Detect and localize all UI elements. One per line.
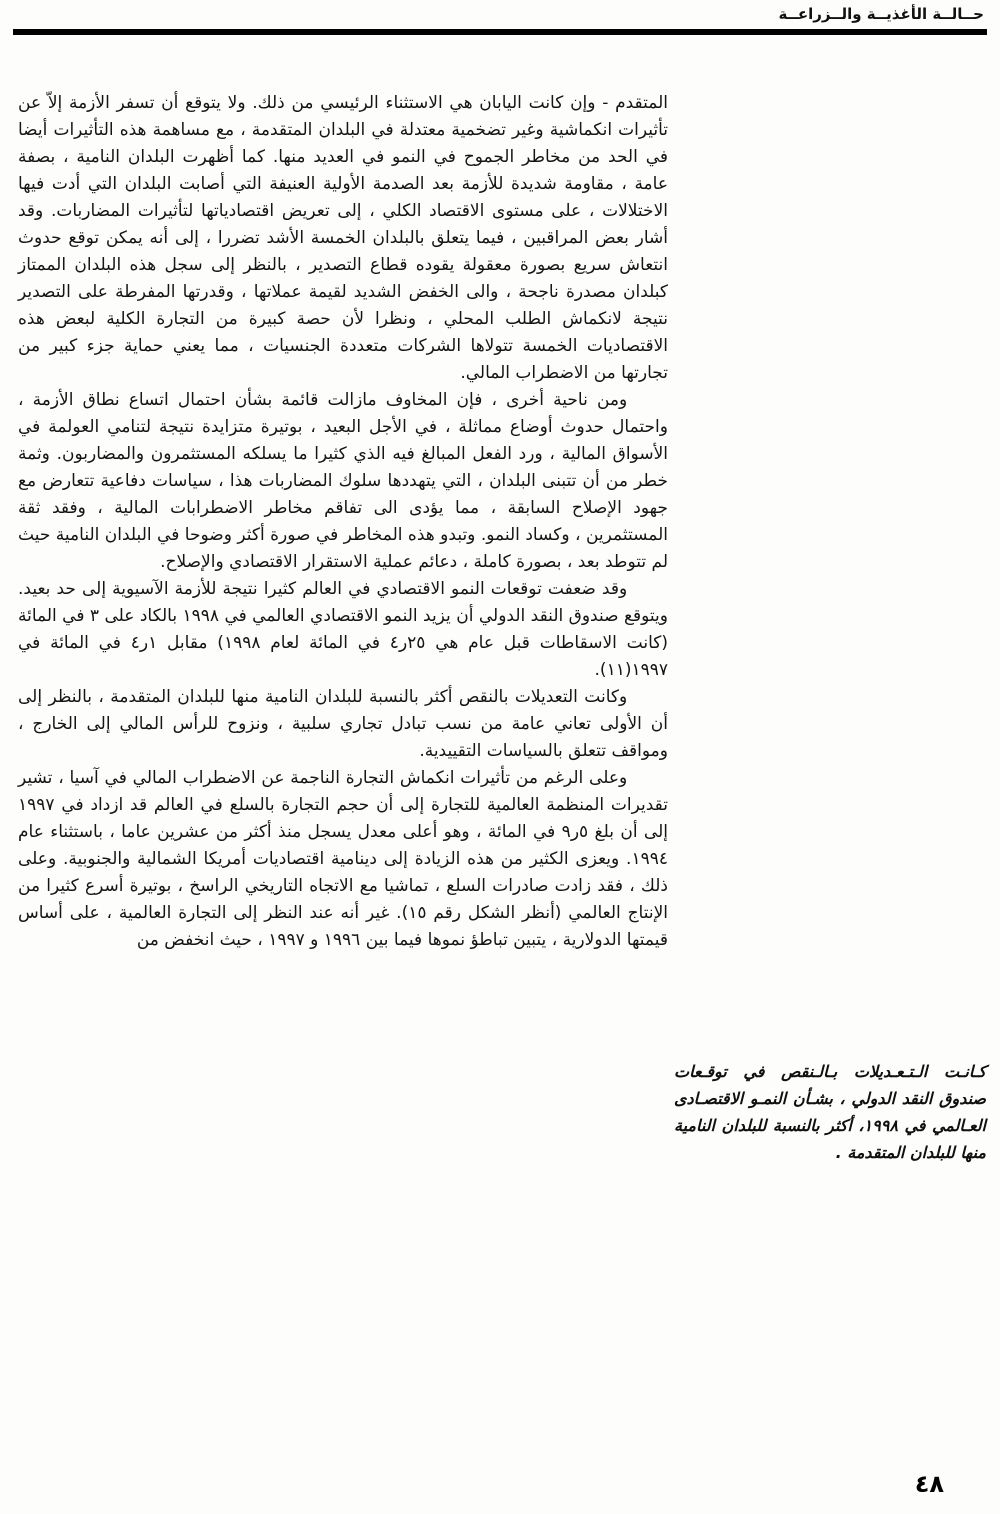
header-rule: [13, 29, 987, 35]
paragraph: وقد ضعفت توقعات النمو الاقتصادي في العالم كثيرا نتيجة للأزمة الآسيوية إلى حد بعيد. ويتوقع صندوق النقد الدولي أن يزيد النمو الاقتصادي العالمي في ١٩٩٨ بالكاد على ٣ في المائة (كانت الاسقاطات قبل عام هي ٢٥ر٤ في المائة لعام ١٩٩٨) مقابل ١ر٤ في المائة في ١٩٩٧(١١).: [18, 579, 668, 680]
margin-note: كـانـت الـتـعـديلات بـالـنقص في توقـعات صندوق النقد الدولي ، بشـأن النمـو الاقتصـادى العـالمي في ١٩٩٨، أكثر بالنسبة للبلدان النامية منها للبلدان المتقدمة .: [674, 1062, 986, 1162]
paragraph: ومن ناحية أخرى ، فإن المخاوف مازالت قائمة بشأن احتمال اتساع نطاق الأزمة ، واحتمال حدوث أوضاع مماثلة ، في الأجل البعيد ، بوتيرة متزايدة نتيجة لتنامي العولمة في الأسواق المالية ، ورد الفعل المبالغ فيه الذي كثيرا ما يسلكه المستثمرون والمضاربون. وثمة خطر من أن تتبنى البلدان ، التي يتهددها سلوك المضاربات هذا ، سياسات دفاعية تتعارض مع جهود الإصلاح السابقة ، مما يؤدى الى تفاقم مخاطر الاضطرابات المالية ، وفقد ثقة المستثمرين ، وكساد النمو. وتبدو هذه المخاطر في صورة أكثر وضوحا في البلدان النامية حيث لم تتوطد بعد ، بصورة كاملة ، دعائم عملية الاستقرار الاقتصادي والإصلاح.: [18, 390, 668, 572]
paragraph: وكانت التعديلات بالنقص أكثر بالنسبة للبلدان النامية منها للبلدان المتقدمة ، بالنظر إلى أن الأولى تعاني عامة من نسب تبادل تجاري سلبية ، ونزوح للرأس المالي إلى الخارج ، ومواقف تتعلق بالسياسات التقييدية.: [18, 687, 668, 761]
page-number: ٤٨: [914, 1470, 944, 1498]
paragraph: المتقدم - وإن كانت اليابان هي الاستثناء الرئيسي من ذلك. ولا يتوقع أن تسفر الأزمة إلاّ عن تأثيرات انكماشية وغير تضخمية معتدلة في البلدان المتقدمة ، مع مساهمة هذه التأثيرات أيضا في الحد من مخاطر الجموح في النمو في العديد منها. كما أظهرت البلدان النامية ، بصفة عامة ، مقاومة شديدة للأزمة بعد الصدمة الأولية العنيفة التي أصابت البلدان التي أدت فيها الاختلالات ، على مستوى الاقتصاد الكلي ، إلى تعريض اقتصادياتها لتأثيرات المضاربات. وقد أشار بعض المراقبين ، فيما يتعلق بالبلدان الخمسة الأشد تضررا ، إلى أنه يمكن توقع حدوث انتعاش سريع بصورة معقولة يقوده قطاع التصدير ، بالنظر إلى سجل هذه البلدان الممتاز كبلدان مصدرة ناجحة ، والى الخفض الشديد لقيمة عملاتها ، وقدرتها المفرطة على التصدير نتيجة لانكماش الطلب المحلي ، ونظرا لأن حصة كبيرة من التجارة الكلية لبعض هذه الاقتصاديات الخمسة تتولاها الشركات متعددة الجنسيات ، مما يعني حماية جزء كبير من تجارتها من الاضطراب المالي.: [18, 93, 668, 383]
main-text-column: [18, 90, 668, 954]
page-header-title: حــالــة الأغذيــة والــزراعــة: [778, 5, 984, 23]
paragraph: وعلى الرغم من تأثيرات انكماش التجارة الناجمة عن الاضطراب المالي في آسيا ، تشير تقديرات المنظمة العالمية للتجارة إلى أن حجم التجارة بالسلع في العالم قد ازداد في ١٩٩٧ إلى أن بلغ ٥ر٩ في المائة ، وهو أعلى معدل يسجل منذ أكثر من عشرين عاما ، باستثناء عام ١٩٩٤. ويعزى الكثير من هذه الزيادة إلى دينامية اقتصاديات أمريكا الشمالية والجنوبية. وعلى ذلك ، فقد زادت صادرات السلع ، تماشيا مع الاتجاه التاريخي الراسخ ، بوتيرة أسرع كثيرا من الإنتاج العالمي (أنظر الشكل رقم ١٥). غير أنه عند النظر إلى التجارة العالمية ، على أساس قيمتها الدولارية ، يتبين تباطؤ نموها فيما بين ١٩٩٦ و ١٩٩٧ ، حيث انخفض من: [18, 768, 668, 950]
